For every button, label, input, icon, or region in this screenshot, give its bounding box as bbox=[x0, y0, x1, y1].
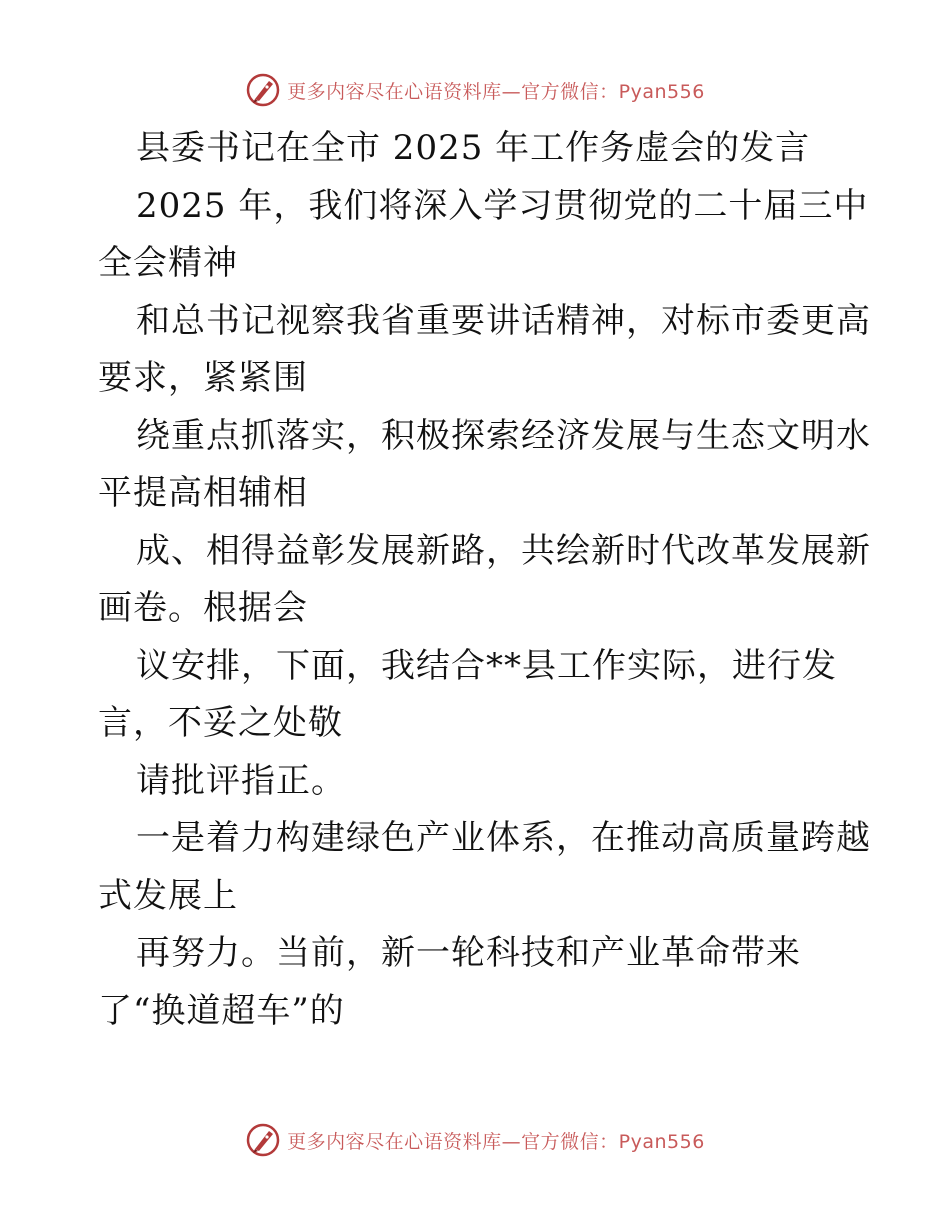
paragraph-line: 要求，紧紧围 bbox=[98, 358, 308, 398]
document-body bbox=[98, 120, 871, 1040]
paragraph-line: 和总书记视察我省重要讲话精神，对标市委更高 bbox=[136, 300, 871, 341]
paragraph-line: 一是着力构建绿色产业体系，在推动高质量跨越 bbox=[136, 818, 871, 858]
watermark-text: 更多内容尽在心语资料库—官方微信：Pyan556 bbox=[287, 80, 705, 103]
paragraph-line: 再努力。当前，新一轮科技和产业革命带来 bbox=[136, 933, 801, 973]
document-title: 县委书记在全市 2025 年工作务虚会的发言 bbox=[136, 128, 811, 168]
paragraph-line: 绕重点抓落实，积极探索经济发展与生态文明水 bbox=[136, 415, 871, 456]
paragraph-line: 式发展上 bbox=[98, 875, 238, 916]
paragraph-line: 全会精神 bbox=[98, 243, 238, 283]
paragraph-line: 成、相得益彰发展新路，共绘新时代改革发展新 bbox=[136, 530, 871, 571]
watermark-footer bbox=[0, 1120, 950, 1160]
pen-nib-logo-icon bbox=[245, 1122, 281, 1158]
paragraph-line: 请批评指正。 bbox=[136, 760, 346, 801]
watermark-header bbox=[0, 70, 950, 110]
paragraph-line: 2025 年，我们将深入学习贯彻党的二十届三中 bbox=[136, 185, 869, 226]
paragraph-line: 画卷。根据会 bbox=[98, 588, 308, 628]
paragraph-line: 了“换道超车”的 bbox=[98, 990, 345, 1031]
pen-nib-logo-icon bbox=[245, 72, 281, 108]
paragraph-line: 议安排，下面，我结合**县工作实际，进行发 bbox=[136, 645, 837, 686]
watermark-text: 更多内容尽在心语资料库—官方微信：Pyan556 bbox=[287, 1130, 705, 1153]
paragraph-line: 平提高相辅相 bbox=[98, 473, 308, 513]
paragraph-line: 言，不妥之处敬 bbox=[98, 703, 343, 743]
